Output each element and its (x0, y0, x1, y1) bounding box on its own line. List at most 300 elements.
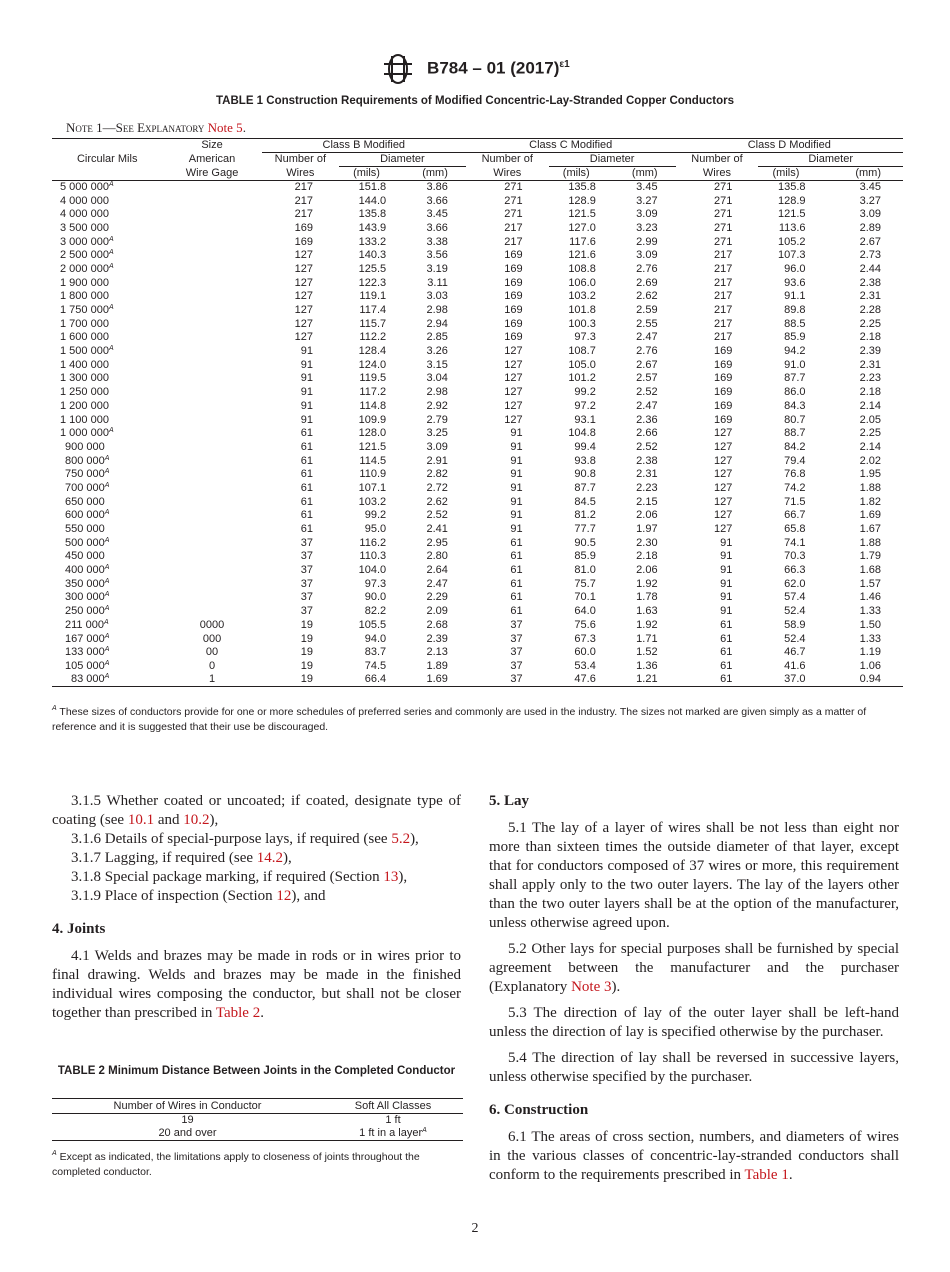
cell-wires: 61 (300, 454, 313, 467)
table-row (52, 372, 903, 386)
cell-wires: 37 (510, 632, 523, 645)
cell-wires: 127 (504, 413, 523, 426)
cell-circular-mils: 83 $000^A$ (71, 673, 110, 686)
cell-mm: 1.33 (859, 605, 881, 618)
cell-wires: 61 (510, 564, 523, 577)
cell-mils: 95.0 (364, 523, 387, 536)
cell-wires: 61 (300, 523, 313, 536)
cell-mils: 53.4 (574, 659, 596, 672)
cell-wires: 127 (714, 523, 733, 536)
cross-reference-link[interactable]: Note 3 (571, 979, 612, 995)
cell-mils: 140.3 (358, 249, 387, 262)
cross-reference-link[interactable]: 14.2 (256, 850, 284, 866)
table1: Size Class B Modified Class C Modified Class D Modified Circular Mils American Number of Diameter Number of Diameter Number of Diameter Wire Gage Wires (mils) (mm) Wires (mils) (mm) Wires (mils) (mm) 5 000 $000^A$ 217 151.8 3.86 271 135.8 3.45 271 135.8 3.45 4 000 000 217 144.0 3.66 271 128.9 3.27 271 128.9 3.27 4 000 000 217 135.8 3.45 271 121.5 3.09 271 121.5 3.09 3 500 000 169 143.9 3.66 217 127.0 3.23 271 113.6 2.89 3 000 $000^A$ 169 133.2 3.38 217 117.6 2.99 271 105.2 2.67 2 500 $000^A$ 127 140.3 3.56 169 121.6 3.09 217 107.3 2.73 2 000 $000^A$ 127 125.5 3.19 169 108.8 2.76 217 96.0 2.44 1 900 000 127 122.3 3.11 169 106.0 2.69 217 93.6 2.38 1 800 000 127 119.1 3.03 169 103.2 2.62 217 91.1 2.31 1 750 $000^A$ 127 117.4 2.98 169 101.8 2.59 217 89.8 2.28 1 700 000 127 115.7 2.94 169 100.3 2.55 217 88.5 2.25 1 600 000 127 112.2 2.85 169 97.3 2.47 217 85.9 2.18 1 500 $000^A$ 91 128.4 3.26 127 108.7 2.76 169 94.2 2.39 1 400 000 91 124.0 3.15 127 105.0 2.67 169 91.0 2.31 1 300 000 91 119.5 3.04 127 101.2 2.57 169 87.7 2.23 1 250 000 91 117.2 2.98 127 99.2 2.52 169 86.0 2.18 1 200 000 91 114.8 2.92 127 97.2 2.47 169 84.3 2.14 1 100 000 91 109.9 2.79 127 93.1 2.36 169 80.7 2.05 1 000 $000^A$ 61 128.0 3.25 91 104.8 2.66 127 88.7 2.25 900 000 61 121.5 3.09 91 99.4 2.52 127 84.2 2.14 800 $000^A$ 61 114.5 2.91 91 93.8 2.38 127 79.4 2.02 750 $000^A$ 61 110.9 2.82 91 90.8 2.31 127 76.8 1.95 700 $000^A$ 61 107.1 2.72 91 87.7 2.23 127 74.2 1.88 650 000 61 103.2 2.62 91 84.5 2.15 127 71.5 1.82 600 $000^A$ 61 99.2 2.52 91 81.2 2.06 127 66.7 1.69 550 000 61 95.0 2.41 91 77.7 1.97 127 65.8 1.67 500 $000^A$ 37 116.2 2.95 61 90.5 2.30 91 74.1 1.88 450 000 37 110.3 2.80 61 85.9 2.18 91 70.3 1.79 400 $000^A$ 37 104.0 2.64 61 81.0 2.06 91 66.3 1.68 350 $000^A$ 37 97.3 2.47 61 75.7 1.92 91 62.0 1.57 300 $000^A$ 37 90.0 2.29 61 70.1 1.78 91 57.4 1.46 250 $000^A$ 37 82.2 2.09 61 64.0 1.63 91 52.4 1.33 211 $000^A$ 0000 19 105.5 2.68 37 75.6 1.92 61 58.9 1.50 167 $000^A$ 000 19 94.0 2.39 37 67.3 1.71 61 52.4 1.33 133 $000^A$ 00 19 83.7 2.13 37 60.0 1.52 61 46.7 1.19 105 $000^A$ 0 19 74.5 1.89 37 53.4 1.36 61 41.6 1.06 83 $000^A$ 1 19 66.4 1.69 37 47.6 1.21 61 37.0 0.94 (52, 138, 903, 687)
cell-mils: 101.8 (568, 304, 596, 317)
table1-title: TABLE 1 Construction Requirements of Modified Concentric-Lay-Stranded Copper Conductors (216, 95, 734, 107)
text: 4.1 Welds and brazes may be made in rods or in wires prior to final drawing. Welds and brazes may be made in the finished individual wires composing the conductor, but shall not be closer together than prescribed in (52, 948, 461, 1021)
cell-mils: 121.5 (568, 208, 596, 221)
cell-mm: 2.14 (859, 399, 881, 412)
table-row (52, 263, 903, 277)
cross-reference-link[interactable]: 5.2 (391, 831, 411, 847)
text: 3.1.5 Whether coated or uncoated; if coated, designate type of coating (see (52, 793, 461, 828)
cell-mm: 1.69 (859, 509, 881, 522)
cell-wires: 61 (720, 673, 733, 686)
cell-mils: 71.5 (784, 495, 806, 508)
cell-mils: 66.4 (364, 673, 387, 686)
cell-mils: 85.9 (784, 331, 806, 344)
cell-wires: 169 (294, 235, 313, 248)
cell-wires: 169 (714, 386, 733, 399)
table-row (52, 619, 903, 633)
cell-mils: 88.5 (784, 317, 806, 330)
cell-wires: 61 (510, 536, 523, 549)
cell-wires: 61 (510, 550, 523, 563)
cell-circular-mils: 4 000 000 (60, 208, 109, 221)
cell-mm: 3.56 (426, 249, 448, 262)
cell-mm: 2.02 (859, 454, 881, 467)
cell-awg (162, 550, 261, 564)
cell-wires: 271 (714, 194, 733, 207)
cell-wires: 91 (510, 427, 523, 440)
cell-mils: 58.9 (784, 618, 806, 631)
cell-mils: 128.4 (358, 345, 387, 358)
table-row (52, 564, 903, 578)
cell-wires: 127 (714, 468, 733, 481)
cross-reference-link[interactable]: 10.1 (127, 812, 155, 828)
cell-wires: 217 (504, 221, 523, 234)
cell-wires: 217 (294, 194, 313, 207)
cell-mm: 2.05 (859, 413, 881, 426)
cell-awg (162, 317, 261, 331)
cell-mils: 103.2 (358, 495, 387, 508)
cell-mils: 117.6 (569, 235, 596, 248)
cross-reference-link[interactable]: 10.2 (183, 812, 210, 828)
cell-mils: 105.2 (778, 235, 806, 248)
cell-mm: 3.26 (426, 345, 448, 358)
table-row (52, 317, 903, 331)
cell-wires: 217 (714, 304, 733, 317)
cell-mils: 64.0 (574, 605, 596, 618)
table1-note: Note 1—See Explanatory Note 5. (66, 120, 246, 135)
cell-mils: 91.1 (784, 290, 806, 303)
cell-mm: 2.39 (859, 345, 881, 358)
cell-wires: 37 (510, 618, 523, 631)
cell-mils: 81.0 (574, 564, 596, 577)
cell-mm: 2.95 (426, 536, 448, 549)
cell-mm: 3.25 (426, 427, 448, 440)
cell-mils: 117.4 (359, 304, 387, 317)
cell-wires: 169 (504, 276, 523, 289)
cell-mils: 88.7 (784, 427, 806, 440)
cell-wires: 169 (504, 331, 523, 344)
cell-awg (162, 536, 261, 550)
cell-wires: 61 (510, 605, 523, 618)
cell-mils: 89.8 (784, 304, 806, 317)
cell-mm: 1.92 (636, 618, 658, 631)
text: 6.1 The areas of cross section, numbers, and diameters of wires in the various classes of concentric-lay-stranded conductors shall conform to the requirements prescribed in (489, 1129, 899, 1183)
cell-awg (162, 372, 261, 386)
cell-circular-mils: 750 $000^A$ (65, 468, 110, 481)
cell-mils: 127.0 (568, 221, 596, 234)
cell-wires: 217 (714, 262, 733, 275)
cell-mils: 76.8 (784, 468, 806, 481)
cell-circular-mils: 1 700 000 (60, 317, 109, 330)
cell-awg (162, 468, 261, 482)
cell-mm: 1.50 (859, 618, 881, 631)
cell-circular-mils: 133 $000^A$ (65, 646, 110, 659)
cell-circular-mils: 1 000 $000^A$ (60, 427, 114, 440)
cell-mils: 67.3 (574, 632, 596, 645)
cell-awg: 1 (208, 673, 216, 686)
cell-wires: 91 (510, 481, 523, 494)
cell-mm: 2.44 (859, 262, 881, 275)
cell-wires: 37 (300, 577, 313, 590)
text: 5.4 The direction of lay shall be reversed in successive layers, unless otherwise specified by the purchaser. (489, 1050, 899, 1085)
cell-mm: 2.66 (636, 427, 658, 440)
table-row (52, 276, 903, 290)
cell-mm: 2.09 (426, 605, 448, 618)
table-row (52, 673, 903, 687)
cell-mm: 2.18 (859, 331, 881, 344)
cell-mils: 47.6 (574, 673, 596, 686)
cell-wires: 169 (714, 399, 733, 412)
cross-reference-link[interactable]: 13 (383, 869, 399, 885)
cell-mm: 1.19 (859, 646, 881, 659)
text: and (154, 812, 184, 828)
cell-wires: 169 (504, 304, 523, 317)
cell-mm: 2.39 (426, 632, 448, 645)
cell-awg (162, 276, 261, 290)
cell-awg: 0 (208, 659, 216, 672)
cell-mm: 3.86 (426, 181, 448, 194)
cell-mm: 2.47 (636, 399, 658, 412)
cell-circular-mils: 1 600 000 (60, 331, 109, 344)
cell-wires: 61 (300, 509, 313, 522)
table-row (52, 427, 903, 441)
section-heading: 4. Joints (52, 921, 106, 937)
cell-mm: 2.68 (426, 618, 448, 631)
cell-wires: 127 (294, 331, 313, 344)
cell-wires: 91 (720, 564, 733, 577)
cell-mils: 70.3 (784, 550, 806, 563)
cell-mils: 107.3 (778, 249, 806, 262)
cell-mm: 1.92 (636, 577, 658, 590)
cell-mils: 108.8 (568, 262, 596, 275)
cross-reference-link[interactable]: Table 1 (744, 1167, 789, 1183)
cell-mm: 2.47 (636, 331, 658, 344)
paragraph (52, 830, 461, 849)
cell-wires: 127 (294, 304, 313, 317)
cell-mm: 1.89 (426, 659, 448, 672)
paragraph (52, 887, 461, 906)
cell-mils: 117.2 (359, 386, 387, 399)
cell-wires: 271 (714, 221, 733, 234)
paragraph (52, 792, 461, 830)
cell-wires: 217 (714, 331, 733, 344)
table-row (52, 194, 903, 208)
cell-wires: 61 (510, 577, 523, 590)
cell-mils: 128.9 (778, 194, 806, 207)
table2: Number of Wires in Conductor Soft All Classes 19 1 ft 20 and over 1 ft in a layer$^A$ (52, 1098, 463, 1141)
text: ), (398, 869, 408, 885)
cell-circular-mils: 1 300 000 (60, 372, 109, 385)
cell-wires: 127 (504, 372, 523, 385)
cell-mils: 93.8 (574, 454, 596, 467)
cell-mils: 84.2 (784, 440, 806, 453)
cell-wires: 91 (720, 605, 733, 618)
cell-mils: 52.4 (784, 605, 806, 618)
table-row (52, 482, 903, 496)
cell-mm: 1.67 (859, 523, 881, 536)
cell-mm: 2.25 (859, 427, 881, 440)
page-number: 2 (471, 1221, 479, 1236)
cell-mm: 2.28 (859, 304, 881, 317)
cell-wires: 271 (714, 181, 733, 194)
cell-awg: 00 (205, 646, 219, 659)
cell-mils: 84.3 (784, 399, 806, 412)
cell-circular-mils: 500 $000^A$ (65, 536, 110, 549)
cell-mm: 2.98 (426, 304, 448, 317)
cell-mm: 2.38 (636, 454, 658, 467)
text: . (788, 1167, 793, 1183)
cell-wires: 217 (714, 276, 733, 289)
cross-reference-link[interactable]: 12 (276, 888, 292, 904)
epsilon: ε1 (559, 58, 570, 70)
cell-mils: 119.1 (359, 290, 387, 303)
cell-mm: 3.09 (636, 208, 658, 221)
cell-mm: 2.76 (636, 262, 658, 275)
cell-wires: 127 (294, 290, 313, 303)
table-row (52, 386, 903, 400)
note-5-link[interactable]: Note 5 (207, 120, 243, 135)
cell-mils: 99.2 (364, 509, 387, 522)
cell-circular-mils: 400 $000^A$ (65, 564, 110, 577)
cell-wires: 91 (510, 523, 523, 536)
cell-mils: 104.0 (358, 564, 387, 577)
cell-mm: 1.63 (636, 605, 658, 618)
cell-mils: 97.3 (364, 577, 387, 590)
cell-mm: 2.64 (426, 564, 448, 577)
paragraph (52, 868, 461, 887)
cell-mm: 3.09 (426, 440, 448, 453)
cell-mm: 2.31 (859, 290, 881, 303)
cell-wires: 37 (510, 673, 523, 686)
cell-wires: 91 (510, 468, 523, 481)
cell-wires: 127 (714, 481, 733, 494)
cell-mils: 66.7 (784, 509, 806, 522)
cell-mm: 2.25 (859, 317, 881, 330)
cell-mm: 2.55 (636, 317, 658, 330)
cell-wires: 91 (300, 345, 313, 358)
cell-circular-mils: 600 $000^A$ (65, 509, 110, 522)
cell-wires: 169 (714, 413, 733, 426)
cell-wires: 61 (300, 495, 313, 508)
cell-wires: 37 (510, 646, 523, 659)
cell-mils: 82.2 (364, 605, 387, 618)
cell-wires: 61 (300, 427, 313, 440)
cell-mm: 3.66 (426, 194, 448, 207)
cell-mils: 100.3 (568, 317, 596, 330)
cell-circular-mils: 4 000 000 (60, 194, 109, 207)
cell-awg (162, 495, 261, 509)
cell-mm: 1.46 (859, 591, 881, 604)
cell-circular-mils: 1 900 000 (60, 276, 109, 289)
cell-mm: 2.15 (636, 495, 658, 508)
cell-mils: 116.2 (359, 536, 387, 549)
cell-awg (162, 605, 261, 619)
text: 3.1.6 Details of special-purpose lays, if required (see (71, 831, 392, 847)
table-row (52, 454, 903, 468)
cell-mils: 94.2 (784, 345, 806, 358)
cell-wires: 61 (300, 468, 313, 481)
text: 3.1.7 Lagging, if required (see (71, 850, 257, 866)
cell-wires: 127 (714, 454, 733, 467)
cell-circular-mils: 1 200 000 (60, 399, 109, 412)
section-heading: 6. Construction (489, 1102, 589, 1118)
table-row: 20 and over 1 ft in a layer$^A$ (158, 1127, 427, 1139)
table-row (52, 536, 903, 550)
cell-mm: 1.95 (859, 468, 881, 481)
cell-mils: 101.2 (568, 372, 596, 385)
table-row (52, 441, 903, 455)
cell-mils: 80.7 (784, 413, 806, 426)
cell-mm: 2.69 (636, 276, 658, 289)
cell-mm: 2.62 (426, 495, 448, 508)
cell-wires: 91 (720, 577, 733, 590)
table-row (52, 290, 903, 304)
cell-awg (162, 454, 261, 468)
cell-mils: 37.0 (784, 673, 806, 686)
text: 5.3 The direction of lay of the outer layer shall be left-hand unless the direction of lay is specified otherwise by the purchaser. (489, 1005, 899, 1040)
right-column (489, 778, 899, 1192)
cell-wires: 271 (504, 194, 523, 207)
cell-mils: 62.0 (784, 577, 806, 590)
cell-wires: 19 (300, 673, 313, 686)
paragraph (489, 819, 899, 933)
cell-mils: 107.1 (358, 481, 387, 494)
cell-mils: 113.6 (778, 221, 806, 234)
cell-circular-mils: 650 000 (65, 495, 105, 508)
cell-wires: 217 (714, 249, 733, 262)
cell-mils: 65.8 (784, 523, 806, 536)
cell-mils: 87.7 (784, 372, 806, 385)
cell-awg (162, 523, 261, 537)
cell-mils: 93.6 (784, 276, 806, 289)
cell-mm: 3.45 (859, 181, 881, 194)
cell-wires: 61 (720, 646, 733, 659)
section-heading: 5. Lay (489, 793, 530, 809)
cell-mm: 2.52 (426, 509, 448, 522)
cell-mm: 1.82 (859, 495, 881, 508)
paragraph (489, 1128, 899, 1185)
cell-mils: 74.5 (364, 659, 387, 672)
cell-mils: 124.0 (358, 358, 387, 371)
cell-mm: 2.18 (859, 386, 881, 399)
cross-reference-link[interactable]: Table 2 (215, 1005, 261, 1021)
cell-mm: 2.23 (859, 372, 881, 385)
cell-wires: 127 (504, 358, 523, 371)
cell-wires: 91 (300, 358, 313, 371)
cell-wires: 127 (294, 249, 313, 262)
cell-mm: 1.21 (636, 673, 658, 686)
cell-wires: 61 (510, 591, 523, 604)
cell-mils: 121.5 (778, 208, 806, 221)
cell-wires: 271 (504, 181, 523, 194)
table-row (52, 358, 903, 372)
cell-wires: 169 (504, 262, 523, 275)
cell-wires: 217 (294, 208, 313, 221)
cell-mils: 77.7 (574, 523, 596, 536)
cell-mils: 103.2 (568, 290, 596, 303)
cell-awg (162, 249, 261, 263)
cell-circular-mils: 450 000 (65, 550, 105, 563)
cell-mils: 90.5 (574, 536, 596, 549)
cell-wires: 91 (300, 372, 313, 385)
cell-mils: 135.8 (778, 181, 806, 194)
cell-mm: 3.27 (859, 194, 881, 207)
cell-mils: 60.0 (574, 646, 596, 659)
cell-wires: 127 (294, 276, 313, 289)
cell-mm: 2.67 (859, 235, 881, 248)
cell-mils: 99.4 (574, 440, 596, 453)
table2-title: TABLE 2 Minimum Distance Between Joints in the Completed Conductor (57, 1065, 456, 1077)
cell-wires: 19 (300, 659, 313, 672)
cell-mm: 3.03 (426, 290, 448, 303)
cell-mm: 2.13 (426, 646, 448, 659)
cell-circular-mils: 1 800 000 (60, 290, 109, 303)
cell-mm: 1.78 (636, 591, 658, 604)
cell-mm: 2.31 (636, 468, 658, 481)
cell-mm: 2.89 (859, 221, 881, 234)
cell-wires: 127 (714, 440, 733, 453)
cell-awg: 000 (202, 632, 222, 645)
cell-mm: 2.52 (636, 440, 658, 453)
cell-mm: 2.98 (426, 386, 448, 399)
cell-awg (162, 222, 261, 236)
cell-circular-mils: 2 000 $000^A$ (60, 262, 114, 275)
cell-mm: 2.62 (636, 290, 658, 303)
table-row (52, 660, 903, 674)
cell-mm: 1.52 (636, 646, 658, 659)
cell-mils: 114.5 (359, 454, 387, 467)
cell-circular-mils: 1 750 $000^A$ (60, 304, 114, 317)
cell-mils: 135.8 (568, 181, 596, 194)
table-row (52, 632, 903, 646)
cell-mm: 3.19 (426, 262, 448, 275)
cell-mils: 108.7 (568, 345, 596, 358)
text: 3.1.8 Special package marking, if required (Section (71, 869, 384, 885)
cell-wires: 19 (300, 646, 313, 659)
table-row (52, 550, 903, 564)
cell-mils: 90.8 (574, 468, 596, 481)
cell-mils: 85.9 (574, 550, 596, 563)
cell-mils: 79.4 (784, 454, 806, 467)
cell-wires: 37 (300, 605, 313, 618)
cell-mm: 1.88 (859, 536, 881, 549)
cell-mm: 2.38 (859, 276, 881, 289)
cell-circular-mils: 211 $000^A$ (65, 618, 109, 631)
cell-circular-mils: 550 000 (65, 523, 105, 536)
table-row (52, 400, 903, 414)
table-row (52, 591, 903, 605)
cell-awg (162, 358, 261, 372)
cell-mils: 57.4 (784, 591, 806, 604)
cell-mm: 2.92 (426, 399, 448, 412)
cell-wires: 37 (300, 591, 313, 604)
cell-wires: 169 (714, 372, 733, 385)
cell-wires: 127 (714, 509, 733, 522)
cell-wires: 169 (504, 317, 523, 330)
